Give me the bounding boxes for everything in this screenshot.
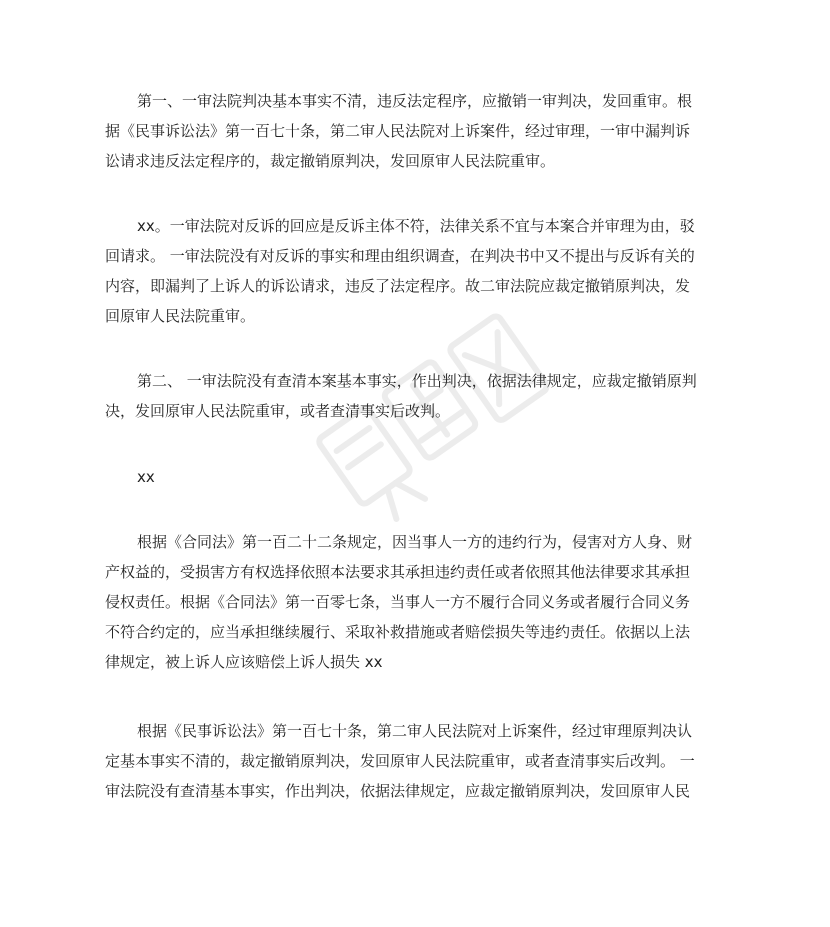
paragraph-4	[105, 462, 725, 492]
text-line: 定基本事实不清的，裁定撤销原判决，发回原审人民法院重审，或者查清事实后改判。 一	[105, 752, 695, 770]
text-line: xx。一审法院对反诉的回应是反诉主体不符，法律关系不宜与本案合并审理为由，驳	[137, 217, 695, 235]
text-line: 根据《民事诉讼法》第一百七十条，第二审人民法院对上诉案件，经过审理原判决认	[137, 722, 693, 740]
paragraph-2	[105, 211, 725, 331]
text-line: 据《民事诉讼法》第一百七十条，第二审人民法院对上诉案件，经过审理，一审中漏判诉	[105, 122, 691, 140]
text-line: 律规定，被上诉人应该赔偿上诉人损失 xx	[105, 653, 383, 671]
paragraph-1	[105, 86, 725, 176]
paragraph-5	[105, 527, 725, 677]
text-line: 侵权责任。根据《合同法》第一百零七条，当事人一方不履行合同义务或者履行合同义务	[105, 593, 691, 611]
paragraph-3	[105, 366, 725, 426]
text-line: 内容，即漏判了上诉人的诉讼请求，违反了法定程序。故二审法院应裁定撤销原判决，发	[105, 277, 691, 295]
text-line: 第一、一审法院判决基本事实不清，违反法定程序，应撤销一审判决，发回重审。根	[137, 92, 693, 110]
text-line: xx	[137, 468, 155, 486]
text-line: 产权益的，受损害方有权选择依照本法要求其承担违约责任或者依照其他法律要求其承担	[105, 563, 691, 581]
text-line: 回原审人民法院重审。	[105, 307, 256, 325]
text-line: 决，发回原审人民法院重审，或者查清事实后改判。	[105, 402, 451, 420]
paragraph-6	[105, 716, 725, 806]
text-line: 第二、 一审法院没有查清本案基本事实，作出判决，依据法律规定，应裁定撤销原判	[137, 372, 697, 390]
text-line: 回请求。 一审法院没有对反诉的事实和理由组织调查，在判决书中又不提出与反诉有关的	[105, 247, 695, 265]
text-line: 讼请求违反法定程序的，裁定撤销原判决，发回原审人民法院重审。	[105, 152, 556, 170]
text-line: 审法院没有查清基本事实，作出判决，依据法律规定，应裁定撤销原判决，发回原审人民	[105, 782, 691, 800]
text-line: 不符合约定的，应当承担继续履行、采取补救措施或者赔偿损失等违约责任。依据以上法	[105, 623, 691, 641]
text-line: 根据《合同法》第一百二十二条规定，因当事人一方的违约行为，侵害对方人身、财	[137, 533, 693, 551]
